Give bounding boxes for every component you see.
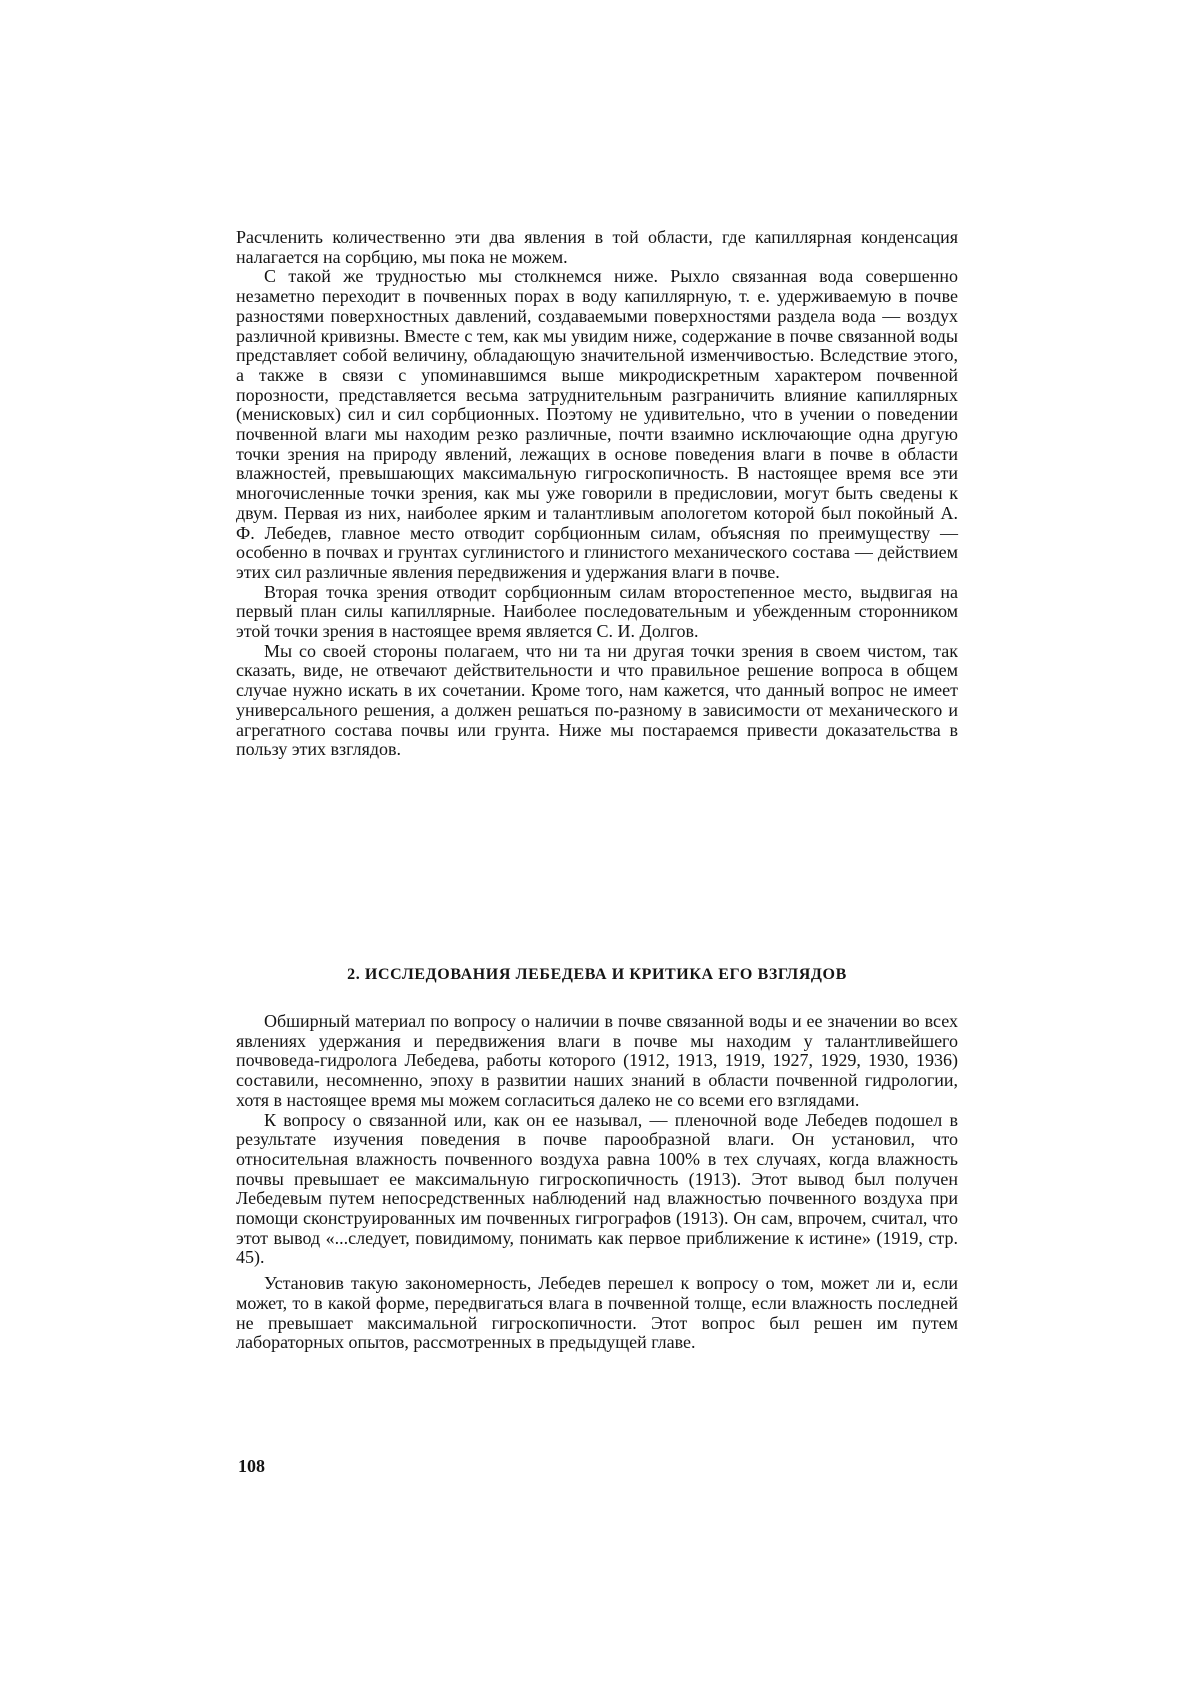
page-number: 108: [238, 1456, 265, 1476]
section-heading: 2. ИССЛЕДОВАНИЯ ЛЕБЕДЕВА И КРИТИКА ЕГО ВЗГЛЯДОВ: [347, 966, 847, 983]
paragraph-lebedev-material: Обширный материал по вопросу о наличии в почве связанной воды и ее значении во всех явлениях удержания и передвижения влаги в почве мы находим у талантливейшего почвоведа-гидролога Лебедева, работы которого (1912, 1913, 1919, 1927, 1929, 1930, 1936) составили, несомненно, эпоху в развитии наших знаний в области почвенной гидрологии, хотя в настоящее время мы можем согласиться далеко не со всеми его взглядами.: [236, 1011, 958, 1110]
paragraph-second-view: Вторая точка зрения отводит сорбционным силам второстепенное место, выдвигая на первый план силы капиллярные. Наиболее последовательным и убежденным сторонником этой точки зрения в настоящее время является С. И. Долгов.: [236, 581, 958, 642]
section-text-block: [236, 1012, 958, 1353]
paragraph-own-view: Мы со своей стороны полагаем, что ни та ни другая точки зрения в своем чистом, так сказать, виде, не отвечают действительности и что правильное решение вопроса в общем случае нужно искать в их сочетании. Кроме того, нам кажется, что данный вопрос не имеет универсального решения, а должен решаться по-разному в зависимости от механического и агрегатного состава почвы или грунта. Ниже мы постараемся привести доказательства в пользу этих взглядов.: [236, 640, 958, 760]
paragraph-film-water: К вопросу о связанной или, как он ее называл, — пленочной воде Лебедев подошел в результате изучения поведения в почве парообразной влаги. Он установил, что относительная влажность почвенного воздуха равна 100% в тех случаях, когда влажность почвы превышает ее максимальную гигроскопичность (1913). Этот вывод был получен Лебедевым путем непосредственных наблюдений над влажностью почвенного воздуха при помощи сконструированных им почвенных гигрографов (1913). Он сам, впрочем, считал, что этот вывод «...следует, повидимому, понимать как первое приближение к истине» (1919, стр. 45).: [236, 1109, 958, 1268]
upper-text-block: [236, 228, 958, 760]
continuation-paragraph: Расчленить количественно эти два явления в той области, где капиллярная конденсация налагается на сорбцию, мы пока не можем.: [236, 227, 958, 267]
paragraph-regularity: Установив такую закономерность, Лебедев перешел к вопросу о том, может ли и, если может, то в какой форме, передвигаться влага в почвенной толще, если влажность последней не превышает максимальной гигроскопичности. Этот вопрос был решен им путем лабораторных опытов, рассмотренных в предыдущей главе.: [236, 1273, 958, 1353]
paragraph-difficulty: С такой же трудностью мы столкнемся ниже. Рыхло связанная вода совершенно незаметно переходит в почвенных порах в воду капиллярную, т. е. удерживаемую в почве разностями поверхностных давлений, создаваемыми поверхностями раздела вода — воздух различной кривизны. Вместе с тем, как мы увидим ниже, содержание в почве связанной воды представляет собой величину, обладающую значительной изменчивостью. Вследствие этого, а также в связи с упоминавшимся выше микродискретным характером почвенной порозности, представляется весьма затруднительным разграничить влияние капиллярных (менисковых) сил и сил сорбционных. Поэтому не удивительно, что в учении о поведении почвенной влаги мы находим резко различные, почти взаимно исключающие одна другую точки зрения на природу явлений, лежащих в основе поведения влаги в почве в области влажностей, превышающих максимальную гигроскопичность. В настоящее время все эти многочисленные точки зрения, как мы уже говорили в предисловии, могут быть сведены к двум. Первая из них, наиболее ярким и талантливым апологетом которой был покойный А. Ф. Лебедев, главное место отводит сорбционным силам, объясняя по преимуществу — особенно в почвах и грунтах суглинистого и глинистого механического состава — действием этих сил различные явления передвижения и удержания влаги в почве.: [236, 266, 958, 582]
